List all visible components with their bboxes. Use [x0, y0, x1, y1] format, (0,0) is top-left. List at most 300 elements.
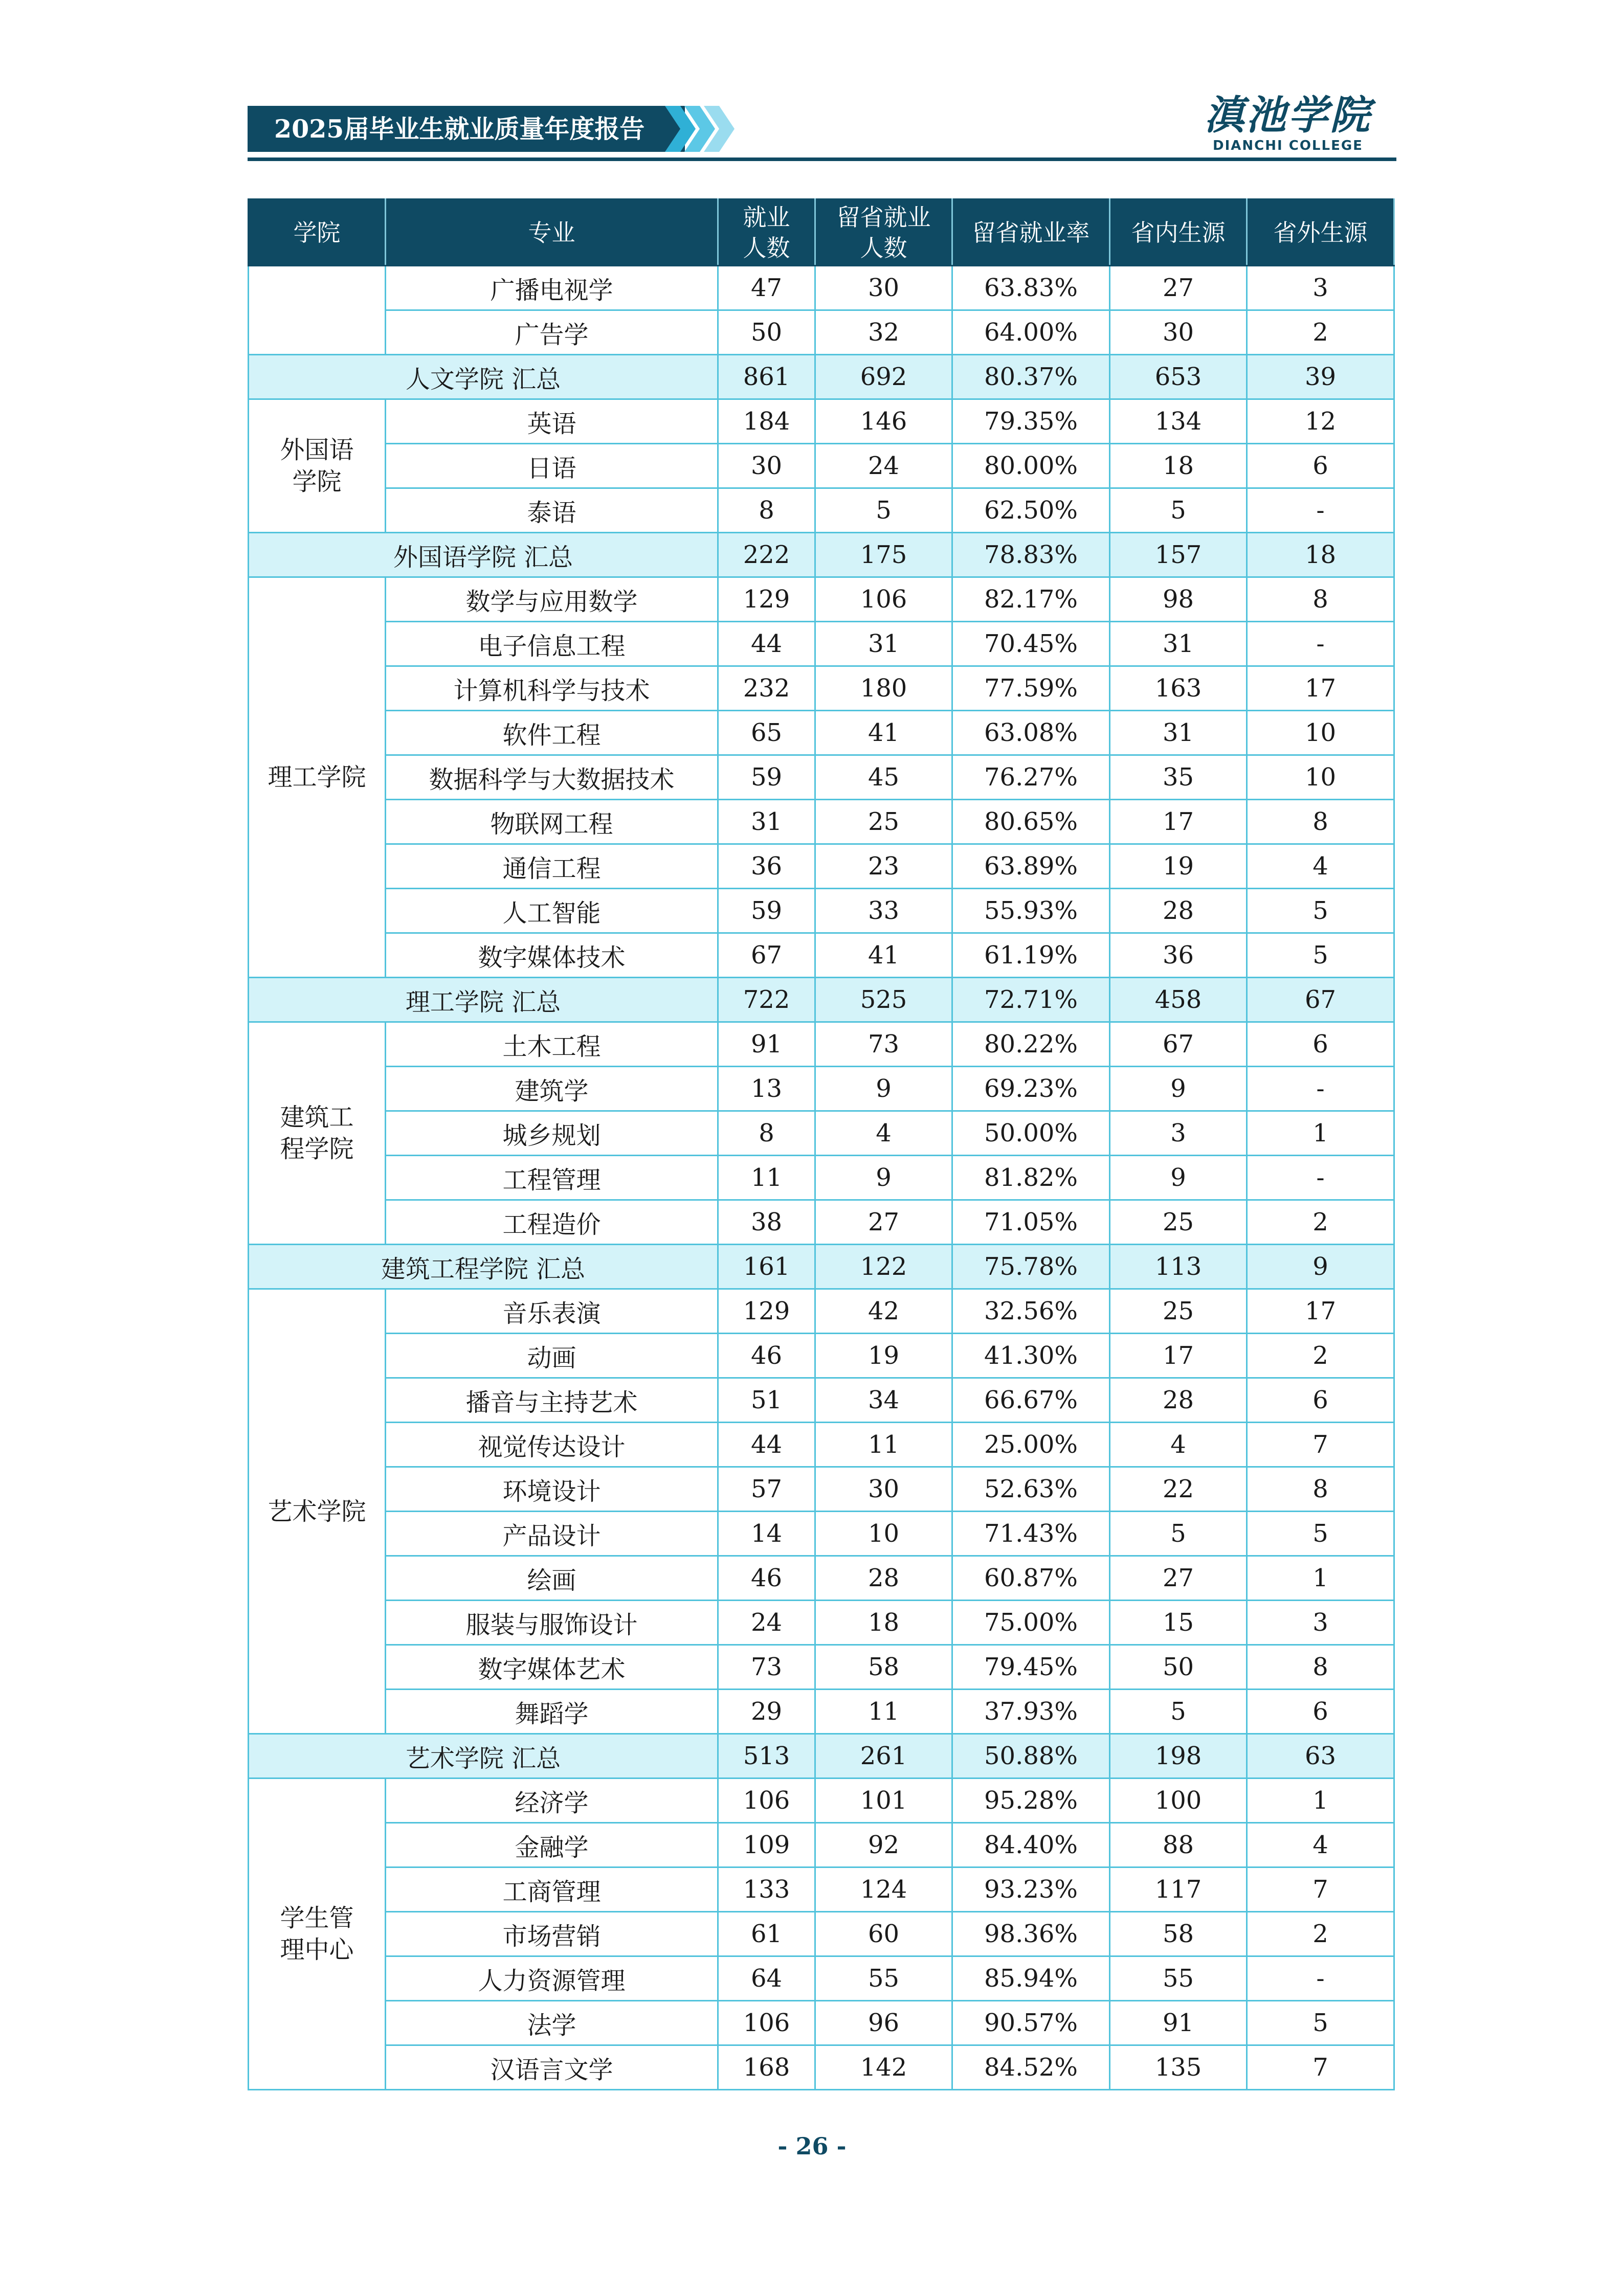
subtotal-in-province-cell: 113	[1110, 1245, 1247, 1289]
table-body	[249, 266, 1394, 2090]
rate-cell: 79.35%	[952, 399, 1110, 444]
in-province-cell: 31	[1110, 711, 1247, 755]
employed-cell: 129	[718, 1289, 815, 1334]
major-cell: 工程造价	[386, 1200, 718, 1245]
stay-cell: 11	[815, 1690, 952, 1734]
table-row	[249, 1645, 1394, 1690]
subtotal-stay-cell: 261	[815, 1734, 952, 1779]
out-province-cell: 1	[1247, 1111, 1394, 1156]
table-row	[249, 2001, 1394, 2045]
subtotal-row	[249, 978, 1394, 1022]
in-province-cell: 27	[1110, 1556, 1247, 1601]
in-province-cell: 15	[1110, 1601, 1247, 1645]
stay-cell: 31	[815, 622, 952, 666]
employed-cell: 65	[718, 711, 815, 755]
rate-cell: 75.00%	[952, 1601, 1110, 1645]
rate-cell: 81.82%	[952, 1156, 1110, 1200]
subtotal-employed-cell: 861	[718, 355, 815, 399]
table-row	[249, 1467, 1394, 1512]
rate-cell: 76.27%	[952, 755, 1110, 800]
employed-cell: 64	[718, 1956, 815, 2001]
in-province-cell: 98	[1110, 577, 1247, 622]
table-row	[249, 1022, 1394, 1067]
stay-cell: 5	[815, 488, 952, 533]
table-row	[249, 666, 1394, 711]
employed-cell: 106	[718, 2001, 815, 2045]
report-title: 2025届毕业生就业质量年度报告	[274, 114, 645, 144]
employed-cell: 133	[718, 1867, 815, 1912]
stay-cell: 42	[815, 1289, 952, 1334]
major-cell: 法学	[386, 2001, 718, 2045]
rate-cell: 80.00%	[952, 444, 1110, 488]
in-province-cell: 28	[1110, 1378, 1247, 1423]
subtotal-row	[249, 355, 1394, 399]
out-province-cell: 5	[1247, 2001, 1394, 2045]
stay-cell: 18	[815, 1601, 952, 1645]
subtotal-label: 人文学院 汇总	[249, 355, 718, 399]
table-row	[249, 1289, 1394, 1334]
table-row	[249, 488, 1394, 533]
header-out-province-source: 省外生源	[1247, 199, 1394, 266]
out-province-cell: 3	[1247, 266, 1394, 310]
employed-cell: 91	[718, 1022, 815, 1067]
table-row	[249, 933, 1394, 978]
table-row	[249, 577, 1394, 622]
rate-cell: 69.23%	[952, 1067, 1110, 1111]
subtotal-in-province-cell: 198	[1110, 1734, 1247, 1779]
in-province-cell: 17	[1110, 1334, 1247, 1378]
in-province-cell: 50	[1110, 1645, 1247, 1690]
rate-cell: 62.50%	[952, 488, 1110, 533]
out-province-cell: 10	[1247, 755, 1394, 800]
out-province-cell: 3	[1247, 1601, 1394, 1645]
employed-cell: 13	[718, 1067, 815, 1111]
header-divider	[248, 157, 1396, 161]
table-row	[249, 1423, 1394, 1467]
major-cell: 动画	[386, 1334, 718, 1378]
stay-cell: 96	[815, 2001, 952, 2045]
employed-cell: 30	[718, 444, 815, 488]
out-province-cell: 8	[1247, 1645, 1394, 1690]
stay-cell: 9	[815, 1156, 952, 1200]
major-cell: 工商管理	[386, 1867, 718, 1912]
table-row	[249, 622, 1394, 666]
table-row	[249, 1111, 1394, 1156]
rate-cell: 55.93%	[952, 889, 1110, 933]
header-in-province-source: 省内生源	[1110, 199, 1247, 266]
college-logo	[1201, 93, 1375, 154]
college-name: 建筑工程学院	[280, 1103, 354, 1163]
in-province-cell: 9	[1110, 1156, 1247, 1200]
employed-cell: 47	[718, 266, 815, 310]
stay-cell: 106	[815, 577, 952, 622]
subtotal-stay-cell: 525	[815, 978, 952, 1022]
out-province-cell: 10	[1247, 711, 1394, 755]
major-cell: 泰语	[386, 488, 718, 533]
in-province-cell: 134	[1110, 399, 1247, 444]
table-row	[249, 1067, 1394, 1111]
rate-cell: 80.65%	[952, 800, 1110, 844]
rate-cell: 95.28%	[952, 1779, 1110, 1823]
employed-cell: 8	[718, 1111, 815, 1156]
rate-cell: 25.00%	[952, 1423, 1110, 1467]
out-province-cell: 5	[1247, 933, 1394, 978]
employed-cell: 73	[718, 1645, 815, 1690]
out-province-cell: 12	[1247, 399, 1394, 444]
in-province-cell: 25	[1110, 1289, 1247, 1334]
out-province-cell: 7	[1247, 1867, 1394, 1912]
stay-cell: 101	[815, 1779, 952, 1823]
college-name: 外国语学院	[280, 436, 354, 496]
major-cell: 音乐表演	[386, 1289, 718, 1334]
rate-cell: 98.36%	[952, 1912, 1110, 1956]
major-cell: 广告学	[386, 310, 718, 355]
table-row	[249, 1823, 1394, 1867]
rate-cell: 63.83%	[952, 266, 1110, 310]
rate-cell: 63.89%	[952, 844, 1110, 889]
in-province-cell: 18	[1110, 444, 1247, 488]
college-name: 学生管理中心	[280, 1904, 354, 1964]
major-cell: 电子信息工程	[386, 622, 718, 666]
stay-cell: 32	[815, 310, 952, 355]
rate-cell: 64.00%	[952, 310, 1110, 355]
college-cell	[249, 1022, 386, 1245]
major-cell: 工程管理	[386, 1156, 718, 1200]
table-row	[249, 2045, 1394, 2090]
table-row	[249, 1779, 1394, 1823]
stay-cell: 27	[815, 1200, 952, 1245]
major-cell: 环境设计	[386, 1467, 718, 1512]
stay-cell: 73	[815, 1022, 952, 1067]
subtotal-in-province-cell: 653	[1110, 355, 1247, 399]
out-province-cell: 2	[1247, 1912, 1394, 1956]
college-name: 艺术学院	[268, 1497, 366, 1526]
out-province-cell: 1	[1247, 1556, 1394, 1601]
employed-cell: 11	[718, 1156, 815, 1200]
stay-cell: 11	[815, 1423, 952, 1467]
in-province-cell: 117	[1110, 1867, 1247, 1912]
rate-cell: 37.93%	[952, 1690, 1110, 1734]
out-province-cell: 17	[1247, 1289, 1394, 1334]
rate-cell: 90.57%	[952, 2001, 1110, 2045]
rate-cell: 80.22%	[952, 1022, 1110, 1067]
employed-cell: 106	[718, 1779, 815, 1823]
in-province-cell: 67	[1110, 1022, 1247, 1067]
page-number: - 26 -	[777, 2132, 847, 2160]
table-row	[249, 889, 1394, 933]
table-row	[249, 755, 1394, 800]
major-cell: 播音与主持艺术	[386, 1378, 718, 1423]
rate-cell: 71.43%	[952, 1512, 1110, 1556]
out-province-cell: 17	[1247, 666, 1394, 711]
stay-cell: 146	[815, 399, 952, 444]
header-retention-rate: 留省就业率	[952, 199, 1110, 266]
stay-cell: 180	[815, 666, 952, 711]
subtotal-stay-cell: 175	[815, 533, 952, 577]
table-row	[249, 399, 1394, 444]
out-province-cell: 6	[1247, 1022, 1394, 1067]
stay-cell: 41	[815, 711, 952, 755]
in-province-cell: 9	[1110, 1067, 1247, 1111]
subtotal-label: 建筑工程学院 汇总	[249, 1245, 718, 1289]
stay-cell: 23	[815, 844, 952, 889]
header-major: 专业	[386, 199, 718, 266]
stay-cell: 33	[815, 889, 952, 933]
major-cell: 经济学	[386, 1779, 718, 1823]
in-province-cell: 4	[1110, 1423, 1247, 1467]
rate-cell: 60.87%	[952, 1556, 1110, 1601]
table-row	[249, 1956, 1394, 2001]
major-cell: 通信工程	[386, 844, 718, 889]
employed-cell: 14	[718, 1512, 815, 1556]
subtotal-out-province-cell: 67	[1247, 978, 1394, 1022]
stay-cell: 92	[815, 1823, 952, 1867]
subtotal-out-province-cell: 63	[1247, 1734, 1394, 1779]
subtotal-employed-cell: 161	[718, 1245, 815, 1289]
subtotal-employed-cell: 513	[718, 1734, 815, 1779]
rate-cell: 84.52%	[952, 2045, 1110, 2090]
subtotal-row	[249, 1245, 1394, 1289]
table-row	[249, 1378, 1394, 1423]
subtotal-in-province-cell: 157	[1110, 533, 1247, 577]
table-row	[249, 844, 1394, 889]
stay-cell: 9	[815, 1067, 952, 1111]
subtotal-rate-cell: 72.71%	[952, 978, 1110, 1022]
major-cell: 广播电视学	[386, 266, 718, 310]
subtotal-employed-cell: 722	[718, 978, 815, 1022]
table-row	[249, 1601, 1394, 1645]
major-cell: 人工智能	[386, 889, 718, 933]
college-name: 理工学院	[268, 763, 366, 792]
college-cell	[249, 577, 386, 978]
major-cell: 人力资源管理	[386, 1956, 718, 2001]
employed-cell: 67	[718, 933, 815, 978]
out-province-cell: 2	[1247, 310, 1394, 355]
employed-cell: 50	[718, 310, 815, 355]
major-cell: 英语	[386, 399, 718, 444]
employed-cell: 168	[718, 2045, 815, 2090]
table-row	[249, 1200, 1394, 1245]
employed-cell: 129	[718, 577, 815, 622]
employed-cell: 44	[718, 622, 815, 666]
stay-cell: 124	[815, 1867, 952, 1912]
stay-cell: 25	[815, 800, 952, 844]
employed-cell: 24	[718, 1601, 815, 1645]
logo-english-name: DIANCHI COLLEGE	[1213, 138, 1363, 153]
employed-cell: 184	[718, 399, 815, 444]
college-cell	[249, 399, 386, 533]
out-province-cell: -	[1247, 1956, 1394, 2001]
employed-cell: 29	[718, 1690, 815, 1734]
logo-chinese-name: 滇池学院	[1204, 92, 1372, 139]
major-cell: 市场营销	[386, 1912, 718, 1956]
out-province-cell: 4	[1247, 844, 1394, 889]
stay-cell: 45	[815, 755, 952, 800]
in-province-cell: 5	[1110, 1512, 1247, 1556]
stay-cell: 28	[815, 1556, 952, 1601]
subtotal-out-province-cell: 39	[1247, 355, 1394, 399]
out-province-cell: -	[1247, 622, 1394, 666]
out-province-cell: -	[1247, 1067, 1394, 1111]
major-cell: 服装与服饰设计	[386, 1601, 718, 1645]
rate-cell: 71.05%	[952, 1200, 1110, 1245]
in-province-cell: 5	[1110, 1690, 1247, 1734]
out-province-cell: 8	[1247, 577, 1394, 622]
chevron-arrows-icon	[665, 106, 742, 152]
major-cell: 物联网工程	[386, 800, 718, 844]
stay-cell: 142	[815, 2045, 952, 2090]
in-province-cell: 25	[1110, 1200, 1247, 1245]
in-province-cell: 35	[1110, 755, 1247, 800]
out-province-cell: 7	[1247, 2045, 1394, 2090]
college-cell	[249, 266, 386, 355]
employed-cell: 59	[718, 889, 815, 933]
major-cell: 计算机科学与技术	[386, 666, 718, 711]
college-cell	[249, 1289, 386, 1734]
header-employed: 就业人数	[718, 199, 815, 266]
in-province-cell: 31	[1110, 622, 1247, 666]
employed-cell: 31	[718, 800, 815, 844]
major-cell: 城乡规划	[386, 1111, 718, 1156]
subtotal-stay-cell: 122	[815, 1245, 952, 1289]
major-cell: 软件工程	[386, 711, 718, 755]
major-cell: 汉语言文学	[386, 2045, 718, 2090]
out-province-cell: 6	[1247, 1378, 1394, 1423]
employed-cell: 59	[718, 755, 815, 800]
stay-cell: 34	[815, 1378, 952, 1423]
major-cell: 数字媒体技术	[386, 933, 718, 978]
report-title-banner	[248, 106, 685, 152]
employment-table	[248, 198, 1395, 2090]
rate-cell: 52.63%	[952, 1467, 1110, 1512]
employed-cell: 36	[718, 844, 815, 889]
major-cell: 舞蹈学	[386, 1690, 718, 1734]
employed-cell: 109	[718, 1823, 815, 1867]
rate-cell: 50.00%	[952, 1111, 1110, 1156]
subtotal-stay-cell: 692	[815, 355, 952, 399]
subtotal-in-province-cell: 458	[1110, 978, 1247, 1022]
out-province-cell: -	[1247, 488, 1394, 533]
stay-cell: 41	[815, 933, 952, 978]
rate-cell: 84.40%	[952, 1823, 1110, 1867]
in-province-cell: 91	[1110, 2001, 1247, 2045]
major-cell: 土木工程	[386, 1022, 718, 1067]
out-province-cell: 6	[1247, 1690, 1394, 1734]
in-province-cell: 17	[1110, 800, 1247, 844]
rate-cell: 79.45%	[952, 1645, 1110, 1690]
table-row	[249, 1512, 1394, 1556]
in-province-cell: 22	[1110, 1467, 1247, 1512]
subtotal-row	[249, 533, 1394, 577]
rate-cell: 82.17%	[952, 577, 1110, 622]
subtotal-row	[249, 1734, 1394, 1779]
table-row	[249, 1690, 1394, 1734]
table-row	[249, 800, 1394, 844]
major-cell: 数字媒体艺术	[386, 1645, 718, 1690]
rate-cell: 70.45%	[952, 622, 1110, 666]
major-cell: 绘画	[386, 1556, 718, 1601]
stay-cell: 24	[815, 444, 952, 488]
table-row	[249, 1334, 1394, 1378]
out-province-cell: 6	[1247, 444, 1394, 488]
employed-cell: 8	[718, 488, 815, 533]
employed-cell: 51	[718, 1378, 815, 1423]
table-row	[249, 1867, 1394, 1912]
out-province-cell: 8	[1247, 800, 1394, 844]
stay-cell: 10	[815, 1512, 952, 1556]
in-province-cell: 27	[1110, 266, 1247, 310]
major-cell: 视觉传达设计	[386, 1423, 718, 1467]
subtotal-rate-cell: 75.78%	[952, 1245, 1110, 1289]
employed-cell: 232	[718, 666, 815, 711]
rate-cell: 77.59%	[952, 666, 1110, 711]
in-province-cell: 88	[1110, 1823, 1247, 1867]
table-header-row	[249, 199, 1394, 266]
college-cell	[249, 1779, 386, 2090]
subtotal-label: 外国语学院 汇总	[249, 533, 718, 577]
table-row	[249, 1912, 1394, 1956]
employed-cell: 61	[718, 1912, 815, 1956]
in-province-cell: 58	[1110, 1912, 1247, 1956]
table-row	[249, 444, 1394, 488]
stay-cell: 19	[815, 1334, 952, 1378]
in-province-cell: 30	[1110, 310, 1247, 355]
out-province-cell: 4	[1247, 1823, 1394, 1867]
rate-cell: 41.30%	[952, 1334, 1110, 1378]
rate-cell: 85.94%	[952, 1956, 1110, 2001]
employed-cell: 57	[718, 1467, 815, 1512]
out-province-cell: 2	[1247, 1200, 1394, 1245]
major-cell: 建筑学	[386, 1067, 718, 1111]
stay-cell: 55	[815, 1956, 952, 2001]
stay-cell: 30	[815, 1467, 952, 1512]
employed-cell: 46	[718, 1556, 815, 1601]
major-cell: 日语	[386, 444, 718, 488]
in-province-cell: 28	[1110, 889, 1247, 933]
out-province-cell: 5	[1247, 889, 1394, 933]
in-province-cell: 5	[1110, 488, 1247, 533]
employed-cell: 38	[718, 1200, 815, 1245]
subtotal-employed-cell: 222	[718, 533, 815, 577]
out-province-cell: 5	[1247, 1512, 1394, 1556]
table-row	[249, 266, 1394, 310]
in-province-cell: 135	[1110, 2045, 1247, 2090]
subtotal-rate-cell: 78.83%	[952, 533, 1110, 577]
in-province-cell: 163	[1110, 666, 1247, 711]
subtotal-rate-cell: 80.37%	[952, 355, 1110, 399]
subtotal-out-province-cell: 18	[1247, 533, 1394, 577]
rate-cell: 63.08%	[952, 711, 1110, 755]
out-province-cell: 1	[1247, 1779, 1394, 1823]
major-cell: 数据科学与大数据技术	[386, 755, 718, 800]
out-province-cell: 8	[1247, 1467, 1394, 1512]
rate-cell: 61.19%	[952, 933, 1110, 978]
stay-cell: 4	[815, 1111, 952, 1156]
rate-cell: 32.56%	[952, 1289, 1110, 1334]
major-cell: 金融学	[386, 1823, 718, 1867]
stay-cell: 30	[815, 266, 952, 310]
major-cell: 产品设计	[386, 1512, 718, 1556]
rate-cell: 93.23%	[952, 1867, 1110, 1912]
subtotal-out-province-cell: 9	[1247, 1245, 1394, 1289]
subtotal-label: 理工学院 汇总	[249, 978, 718, 1022]
in-province-cell: 100	[1110, 1779, 1247, 1823]
table-row	[249, 711, 1394, 755]
rate-cell: 66.67%	[952, 1378, 1110, 1423]
header-college: 学院	[249, 199, 386, 266]
out-province-cell: 2	[1247, 1334, 1394, 1378]
table-row	[249, 1556, 1394, 1601]
